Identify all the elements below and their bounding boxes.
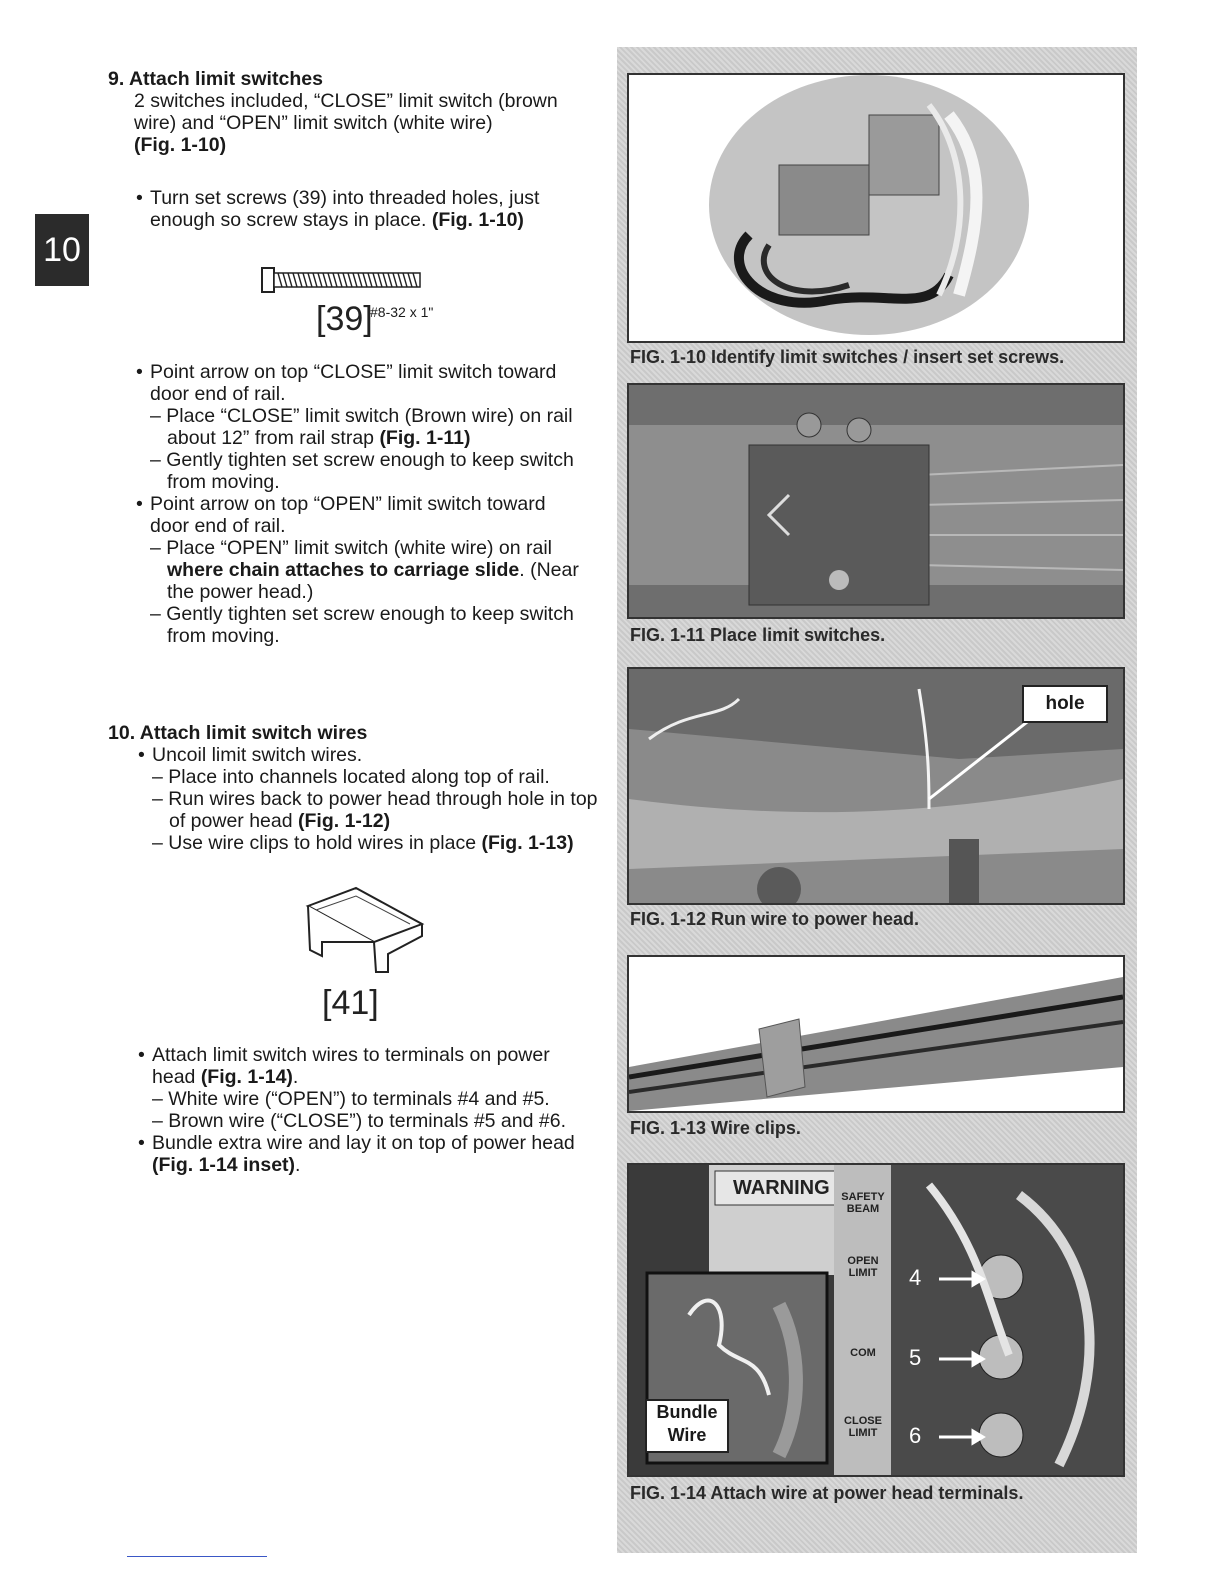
- step-10-bullet-3-a: • Bundle extra wire and lay it on top of power head: [152, 1132, 575, 1154]
- page-tab-number: 10: [43, 230, 81, 269]
- safety-beam-label: SAFETY BEAM: [841, 1191, 885, 1215]
- fig-1-12-hole-label: hole: [1022, 685, 1108, 723]
- step-10-bullet-2-a: • Attach limit switch wires to terminals on power: [152, 1044, 575, 1066]
- page-tab: [35, 214, 89, 286]
- bullet-2-line-a: • Point arrow on top “CLOSE” limit switch toward: [150, 361, 579, 383]
- step-10-sub-3: – Use wire clips to hold wires in place: [152, 832, 477, 854]
- bullet-1-fig-ref: (Fig. 1-10): [431, 209, 524, 231]
- sub-2-line-a: – Gently tighten set screw enough to keep switch: [150, 449, 574, 471]
- step-9: [108, 68, 608, 156]
- bullet-3-line-b: door end of rail.: [150, 515, 286, 537]
- step-10-list-2: • Attach limit switch wires to terminals on power head (Fig. 1-14). – White wire (“OPEN”) to terminals #4 and #5. – Brown wire (“CLOSE”) to terminals #5 and #6. • Bundle extra wire and lay it on top of power head (Fig. 1-14 inset).: [152, 1044, 575, 1176]
- sub-3-line-d: the power head.): [167, 581, 314, 603]
- step-9-line-1: 2 switches included, “CLOSE” limit switch (brown: [134, 90, 558, 112]
- rail-switch-image: [629, 385, 1123, 617]
- part-41-number: [41]: [322, 984, 379, 1022]
- bundle-wire-label: [645, 1399, 729, 1453]
- step-9-bullets: • Point arrow on top “CLOSE” limit switch toward door end of rail. – Place “CLOSE” limit switch (Brown wire) on rail about 12” from rail strap (Fig. 1-11) – Gently tighten set screw enough to keep switch from moving. • Point arrow on top “OPEN” limit switch toward door end of rail. – Place “OPEN” limit switch (white wire) on rail where chain attaches to carriage slide. (Near the power head.) – Gently tighten set screw enough to keep switch from moving.: [150, 361, 579, 647]
- sub-4-line-b: from moving.: [167, 625, 280, 647]
- open-limit-label: OPEN LIMIT: [847, 1255, 879, 1279]
- fig-1-10-photo: [627, 73, 1125, 343]
- step-10: [108, 722, 367, 744]
- limit-switches-image: [629, 75, 1123, 341]
- step-10-bullet-2-b: head: [152, 1066, 196, 1088]
- step-10-sub-5: – Brown wire (“CLOSE”) to terminals #5 and #6.: [152, 1110, 566, 1132]
- step-9-fig-ref: (Fig. 1-10): [134, 134, 227, 156]
- step-10-title: 10. Attach limit switch wires: [108, 722, 368, 744]
- bullet-3-line-a: • Point arrow on top “OPEN” limit switch toward: [150, 493, 579, 515]
- part-39-number: [39]: [316, 300, 373, 338]
- step-10-sub-4: – White wire (“OPEN”) to terminals #4 and #5.: [152, 1088, 550, 1110]
- step-10-sub-2-b: of power head: [169, 810, 293, 832]
- footer-rule: [127, 1556, 267, 1557]
- step-10-list-1: [152, 744, 598, 854]
- step-9-bullet-1: [150, 187, 539, 231]
- fig-1-14-caption: FIG. 1-14 Attach wire at power head terminals.: [630, 1483, 1024, 1503]
- sub-3-line-c: (Near: [530, 559, 579, 581]
- bullet-2-line-b: door end of rail.: [150, 383, 286, 405]
- step-10-bullet-2-ref: (Fig. 1-14): [200, 1066, 293, 1088]
- terminal-6-label: 6: [909, 1423, 922, 1448]
- sub-1-line-a: – Place “CLOSE” limit switch (Brown wire) on rail: [150, 405, 573, 427]
- sub-3-line-b: where chain attaches to carriage slide: [167, 559, 520, 581]
- bullet-1-line-b: enough so screw stays in place.: [150, 209, 427, 231]
- set-screw-illustration: [258, 262, 426, 298]
- sub-2-line-b: from moving.: [167, 471, 280, 493]
- wire-clip-illustration: [300, 884, 430, 976]
- com-label: COM: [850, 1347, 876, 1359]
- sub-1-fig-ref: (Fig. 1-11): [379, 427, 471, 449]
- fig-1-11-caption: FIG. 1-11 Place limit switches.: [630, 625, 886, 645]
- step-10-sub-1: – Place into channels located along top of rail.: [152, 766, 550, 788]
- terminal-4-label: 4: [909, 1265, 922, 1290]
- step-10-bullet-1: • Uncoil limit switch wires.: [152, 744, 598, 766]
- part-39-spec: #8-32 x 1": [370, 304, 434, 320]
- bullet-1-line-a: • Turn set screws (39) into threaded holes, just: [150, 187, 539, 209]
- step-9-line-2: wire) and “OPEN” limit switch (white wire): [134, 112, 493, 134]
- close-limit-label: CLOSE LIMIT: [844, 1415, 882, 1439]
- fig-1-13-photo: [627, 955, 1125, 1113]
- sub-4-line-a: – Gently tighten set screw enough to keep switch: [150, 603, 574, 625]
- fig-1-10-caption: FIG. 1-10 Identify limit switches / insert set screws.: [630, 347, 1065, 367]
- step-10-sub-3-ref: (Fig. 1-13): [481, 832, 574, 854]
- terminal-5-label: 5: [909, 1345, 922, 1370]
- fig-1-11-photo: [627, 383, 1125, 619]
- fig-1-13-caption: FIG. 1-13 Wire clips.: [630, 1118, 801, 1138]
- figure-panel: [617, 47, 1137, 1553]
- step-10-sub-2-a: – Run wires back to power head through hole in top: [152, 788, 598, 810]
- sub-1-line-b: about 12” from rail strap: [167, 427, 375, 449]
- bundle-wire-label-line-2: Wire: [667, 1425, 707, 1445]
- bundle-wire-label-line-1: Bundle: [656, 1402, 718, 1422]
- step-10-bullet-3-ref: (Fig. 1-14 inset): [152, 1154, 296, 1176]
- step-10-sub-2-ref: (Fig. 1-12): [298, 810, 391, 832]
- fig-1-12-caption: FIG. 1-12 Run wire to power head.: [630, 909, 920, 929]
- sub-3-line-a: – Place “OPEN” limit switch (white wire) on rail: [150, 537, 553, 559]
- step-9-title: 9. Attach limit switches: [108, 68, 323, 90]
- wire-clips-image: [629, 957, 1123, 1111]
- warning-sign: WARNING: [733, 1177, 830, 1199]
